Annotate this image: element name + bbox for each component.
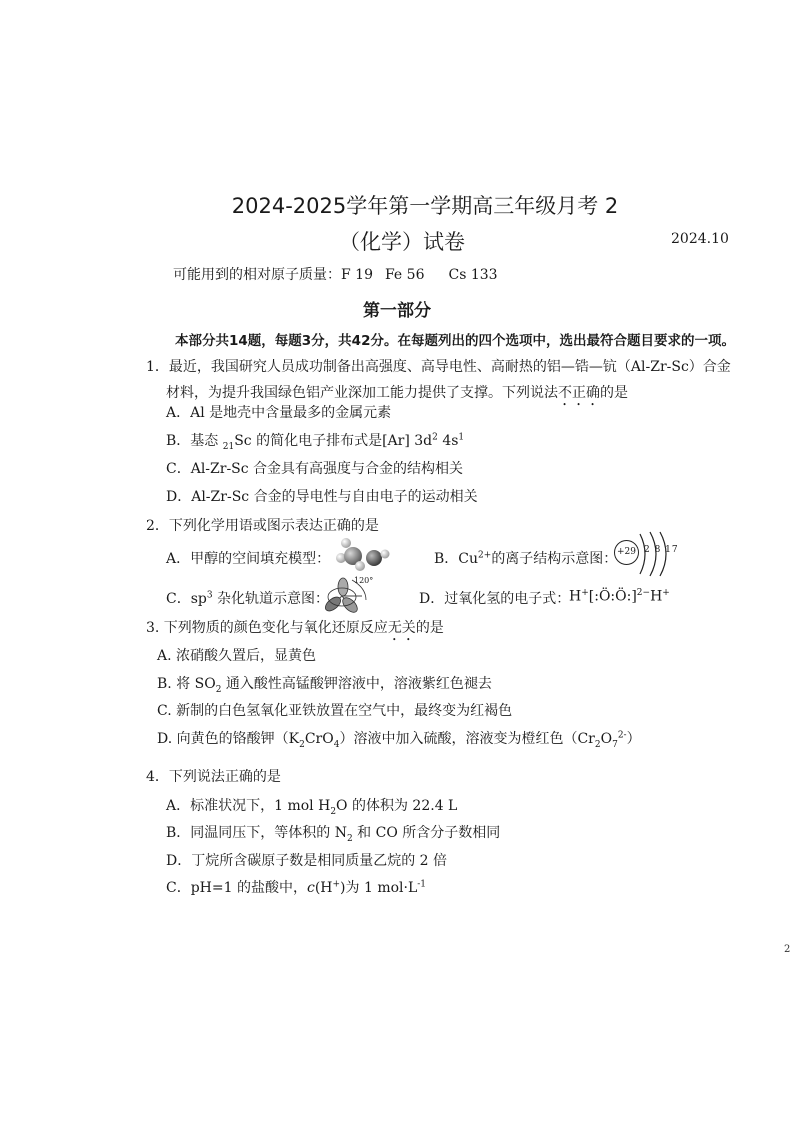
q1-b-sup1: 2 bbox=[432, 432, 438, 443]
q2-option-a: A．甲醇的空间填充模型： bbox=[166, 551, 331, 567]
exam-title: 2024-2025学年第一学期高三年级月考 2 bbox=[231, 194, 619, 218]
q4-option-c bbox=[166, 877, 426, 897]
methanol-model-image bbox=[330, 536, 392, 576]
q2-c-post: 杂化轨道示意图： bbox=[212, 591, 330, 607]
q3-stem-text: 3. 下列物质的颜色变化与氧化还原反应 bbox=[146, 620, 388, 636]
q1-b-mid: Sc 的简化电子排布式是[Ar] 3d bbox=[234, 433, 433, 449]
q1-b-sub: 21 bbox=[222, 441, 235, 452]
q3-d-text: D. 向黄色的铬酸钾（K bbox=[157, 731, 300, 747]
q3-b-text: B. 将 SO bbox=[157, 676, 216, 692]
q3-d-mid2: ）溶液中加入硫酸，溶液变为橙红色（Cr bbox=[339, 731, 595, 747]
q3-stem bbox=[146, 617, 444, 644]
q3-stem-end: 的是 bbox=[415, 620, 444, 636]
q4-b-post: 和 CO 所含分子数相同 bbox=[352, 825, 501, 841]
q4-a-sub: 2 bbox=[330, 806, 337, 817]
q4-c-sup1: + bbox=[332, 879, 341, 890]
q1-option-d: D．Al-Zr-Sc 合金的导电性与自由电子的运动相关 bbox=[166, 489, 478, 505]
q4-b-sub: 2 bbox=[347, 833, 353, 844]
atomic-mass-fe: Fe 56 bbox=[384, 267, 425, 283]
formula-h1: H bbox=[569, 588, 582, 605]
atomic-mass-f: F 19 bbox=[341, 267, 373, 283]
q4-option-d: D．丁烷所含碳原子数是相同质量乙烷的 2 倍 bbox=[166, 853, 448, 869]
cu-nucleus-circle: +29 bbox=[614, 540, 639, 565]
q3-b-post: 通入酸性高锰酸钾溶液中，溶液紫红色褪去 bbox=[221, 676, 492, 692]
q3-d-sup: 2- bbox=[617, 730, 627, 741]
q1-option-a: A．Al 是地壳中含量最多的金属元素 bbox=[166, 405, 392, 421]
formula-h2: H bbox=[650, 588, 663, 605]
q2-c-text: C．sp bbox=[166, 591, 207, 607]
q2-stem: 2．下列化学用语或图示表达正确的是 bbox=[146, 518, 379, 534]
q4-option-a bbox=[166, 795, 457, 817]
atomic-mass-cs: Cs 133 bbox=[448, 267, 498, 283]
q3-option-d bbox=[157, 728, 641, 750]
q4-c-sup2: -1 bbox=[417, 879, 427, 890]
q4-c-mid: (H bbox=[314, 880, 333, 896]
q3-d-sub3: 2 bbox=[594, 739, 601, 750]
q3-d-sub2: 4 bbox=[333, 739, 340, 750]
q4-a-post: O 的体积为 22.4 L bbox=[336, 798, 458, 814]
q1-option-c: C．Al-Zr-Sc 合金具有高强度与合金的结构相关 bbox=[166, 461, 464, 477]
section-instructions: 本部分共14题，每题3分，共42分。在每题列出的四个选项中，选出最符合题目要求的一项。 bbox=[175, 333, 735, 349]
formula-charge2: 2− bbox=[636, 588, 651, 598]
q3-d-mid3: O bbox=[600, 731, 613, 747]
q3-option-c: C. 新制的白色氢氧化亚铁放置在空气中，最终变为红褐色 bbox=[157, 703, 513, 719]
q2-c-sup: 3 bbox=[206, 590, 213, 601]
q1-stem-line1: 1．最近，我国研究人员成功制备出高强度、高导电性、高耐热的铝—锆—钪（Al-Zr-Sc）合金 bbox=[146, 359, 731, 375]
q1-stem-end: 的是 bbox=[600, 385, 628, 401]
q4-option-b bbox=[166, 822, 500, 844]
q3-option-a: A. 浓硝酸久置后，显黄色 bbox=[157, 648, 317, 664]
q2-b-post: 的离子结构示意图： bbox=[491, 551, 618, 567]
q3-emphasis: 无关 bbox=[387, 620, 416, 636]
atomic-mass-line bbox=[173, 264, 498, 284]
q4-c-text: C．pH=1 的盐酸中， bbox=[166, 880, 307, 896]
formula-charge1: + bbox=[581, 588, 589, 598]
q1-stem-text: 材料，为提升我国绿色铝产业深加工能力提供了支撑。下列说法 bbox=[166, 385, 558, 401]
exam-date: 2024.10 bbox=[671, 231, 729, 247]
sp3-angle-label: 120° bbox=[354, 576, 374, 585]
q1-b-sup2: 1 bbox=[458, 432, 465, 443]
q4-b-text: B．同温同压下，等体积的 N bbox=[166, 825, 347, 841]
atomic-mass-label: 可能用到的相对原子质量： bbox=[173, 267, 341, 283]
formula-charge3: + bbox=[662, 588, 670, 598]
q3-b-sub: 2 bbox=[215, 684, 222, 695]
q4-c-mid2: )为 1 mol·L bbox=[340, 880, 418, 896]
q3-option-b bbox=[157, 673, 492, 695]
formula-peroxide: [:Ö:Ö:] bbox=[588, 588, 637, 605]
q3-d-sub4: 7 bbox=[612, 739, 618, 750]
q1-b-text: B．基态 bbox=[166, 433, 223, 449]
q2-option-c bbox=[166, 588, 329, 608]
q3-d-mid1: CrO bbox=[304, 731, 334, 747]
q4-c-italic: c bbox=[306, 880, 315, 896]
q2-option-b bbox=[434, 548, 617, 568]
q4-a-text: A．标准状况下，1 mol H bbox=[166, 798, 331, 814]
q3-d-post: ） bbox=[626, 731, 641, 747]
exam-subtitle: （化学）试卷 bbox=[339, 230, 465, 254]
q4-stem: 4．下列说法正确的是 bbox=[146, 769, 281, 785]
q2-b-sup: 2+ bbox=[478, 550, 492, 561]
electron-shell-counts: 2 8 17 bbox=[644, 545, 679, 555]
page-marker: 2 bbox=[784, 944, 791, 955]
q2-d-formula bbox=[569, 588, 670, 605]
q1-emphasis: 不正确 bbox=[558, 385, 600, 401]
q2-option-d: D．过氧化氢的电子式： bbox=[419, 591, 571, 607]
section-title: 第一部分 bbox=[363, 301, 431, 321]
q1-b-mid2: 4s bbox=[437, 433, 459, 449]
q3-d-sub1: 2 bbox=[299, 739, 305, 750]
q2-b-text: B．Cu bbox=[434, 551, 479, 567]
q1-option-b bbox=[166, 430, 464, 452]
